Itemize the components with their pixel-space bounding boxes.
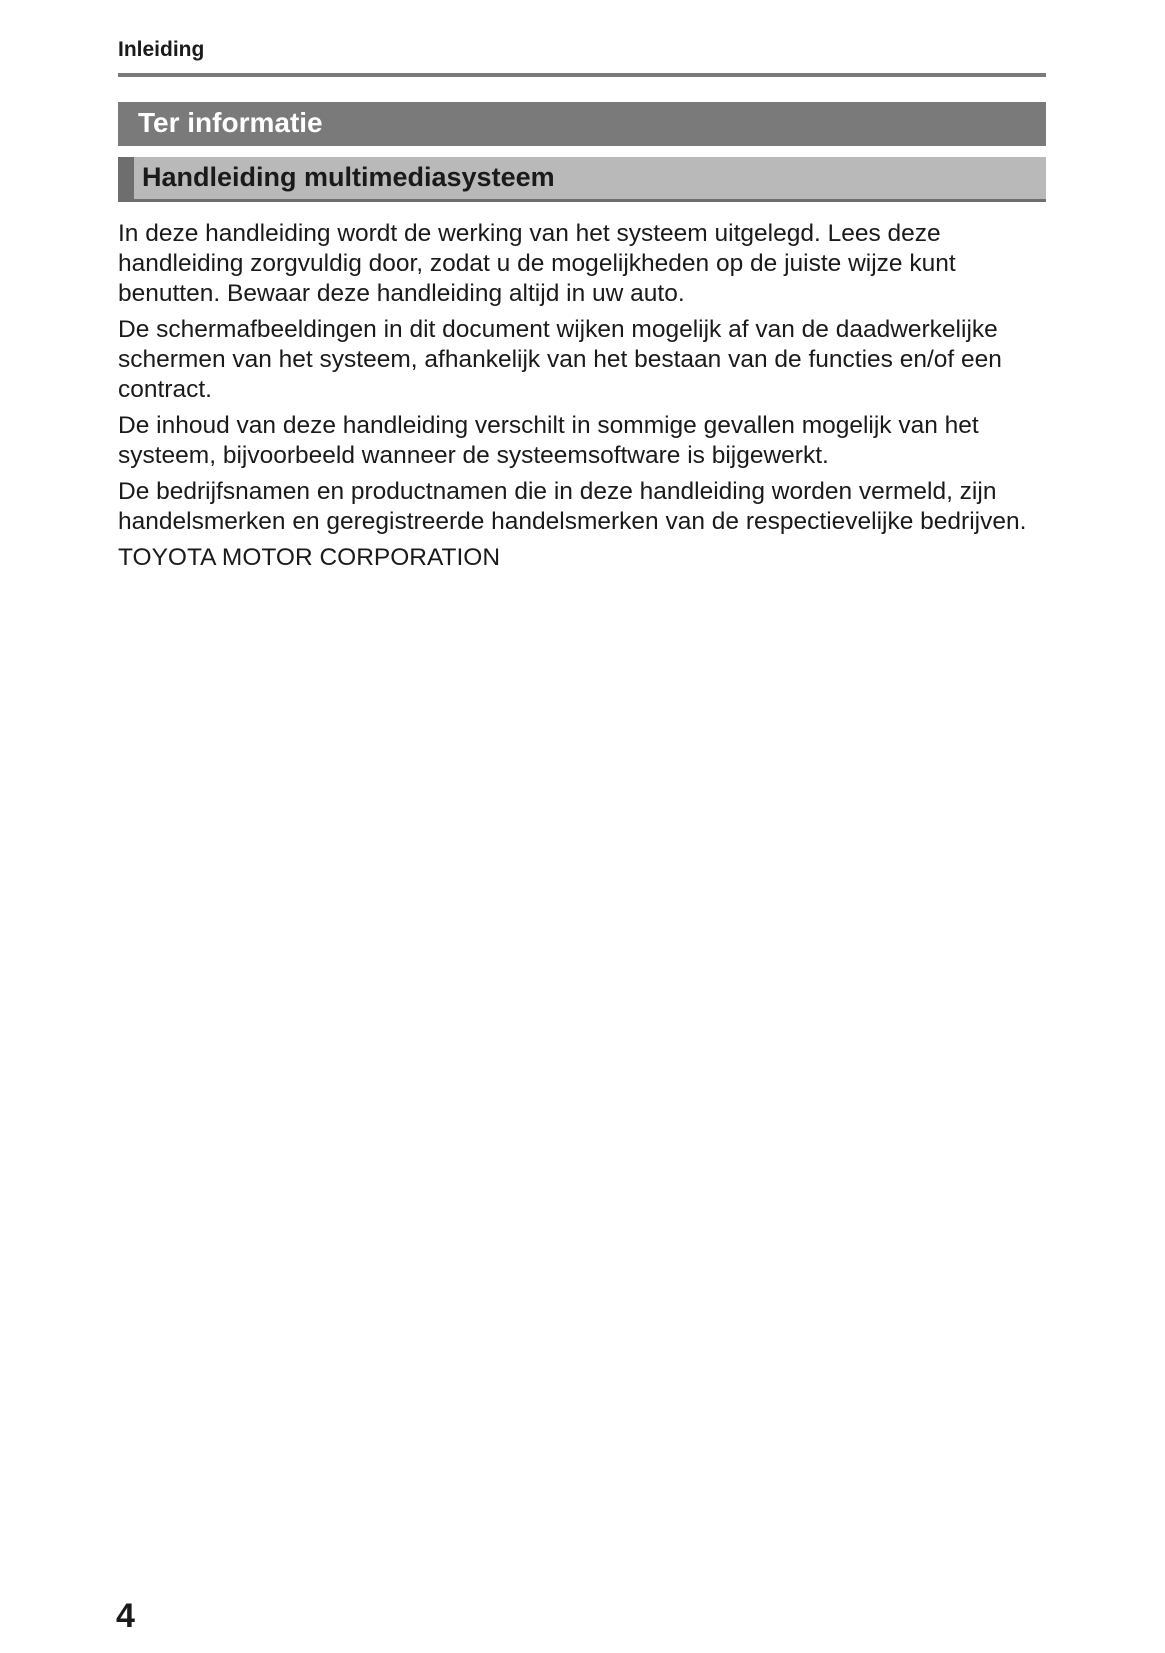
paragraph: De inhoud van deze handleiding verschilt in sommige gevallen mogelijk van het systeem, bijvoorbeeld wanneer de systeemsoftware is bijgewerkt.	[118, 412, 979, 469]
paragraph: De bedrijfsnamen en productnamen die in deze handleiding worden vermeld, zijn handelsmerken en geregistreerde handelsmerken van de respectievelijke bedrijven.	[118, 478, 1027, 535]
header-divider	[118, 73, 1046, 77]
subsection-title-bar	[118, 157, 1046, 202]
subsection-title: Handleiding multimediasysteem	[142, 162, 555, 192]
running-head: Inleiding	[118, 38, 205, 61]
section-title-bar	[118, 102, 1046, 146]
company-name: TOYOTA MOTOR CORPORATION	[118, 544, 501, 571]
body-text	[118, 219, 1053, 579]
paragraph: In deze handleiding wordt de werking van het systeem uitgelegd. Lees deze handleiding zorgvuldig door, zodat u de mogelijkheden op de juiste wijze kunt benutten. Bewaar deze handleiding altijd in uw auto.	[118, 220, 956, 307]
section-title: Ter informatie	[138, 107, 323, 138]
paragraph: De schermafbeeldingen in dit document wijken mogelijk af van de daadwerkelijke schermen van het systeem, afhankelijk van het bestaan van de functies en/of een contract.	[118, 316, 1002, 403]
page-number: 4	[116, 1597, 135, 1635]
